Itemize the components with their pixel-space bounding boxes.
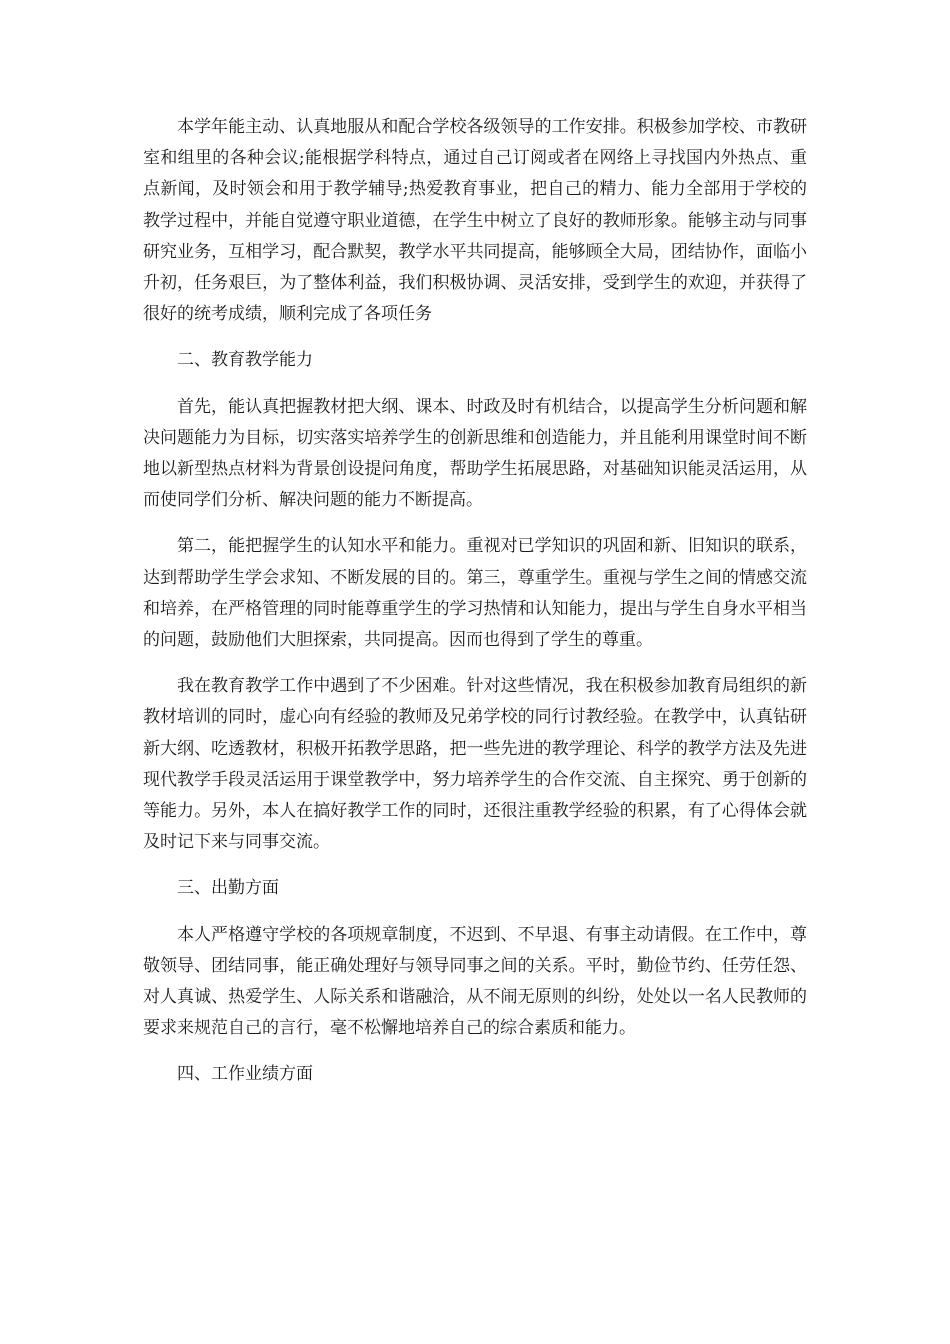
section-heading-achievements: 四、工作业绩方面: [177, 1064, 313, 1085]
section-heading-attendance: 三、出勤方面: [177, 878, 279, 899]
paragraph-work-attitude: 本学年能主动、认真地服从和配合学校各级领导的工作安排。积极参加学校、市教研室和组里的各种会议;能根据学科特点，通过自己订阅或者在网络上寻找国内外热点、重点新闻，及时领会和用于教学辅导;热爱教育事业，把自己的精力、能力全部用于学校的教学过程中，并能自觉遵守职业道德，在学生中树立了良好的教师形象。能够主动与同事研究业务，互相学习，配合默契，教学水平共同提高，能够顾全大局，团结协作，面临小升初，任务艰巨，为了整体利益，我们积极协调、灵活安排，受到学生的欢迎，并获得了很好的统考成绩，顺利完成了各项任务: [143, 117, 807, 325]
section-heading-teaching-ability: 二、教育教学能力: [177, 350, 313, 371]
document-body: [143, 112, 807, 1106]
paragraph-teaching-first: 首先，能认真把握教材把大纲、课本、时政及时有机结合，以提高学生分析问题和解决问题能力为目标，切实落实培养学生的创新思维和创造能力，并且能利用课堂时间不断地以新型热点材料为背景创设提问角度，帮助学生拓展思路，对基础知识能灵活运用，从而使同学们分析、解决问题的能力不断提高。: [143, 396, 807, 511]
paragraph-teaching-difficulties: 我在教育教学工作中遇到了不少困难。针对这些情况，我在积极参加教育局组织的新教材培训的同时，虚心向有经验的教师及兄弟学校的同行讨教经验。在教学中，认真钻研新大纲、吃透教材，积极开拓教学思路，把一些先进的教学理论、科学的教学方法及先进现代教学手段灵活运用于课堂教学中，努力培养学生的合作交流、自主探究、勇于创新的等能力。另外，本人在搞好教学工作的同时，还很注重教学经验的积累，有了心得体会就及时记下来与同事交流。: [143, 676, 807, 853]
paragraph-attendance: 本人严格遵守学校的各项规章制度，不迟到、不早退、有事主动请假。在工作中，尊敬领导、团结同事，能正确处理好与领导同事之间的关系。平时，勤俭节约、任劳任怨、对人真诚、热爱学生、人际关系和谐融洽，从不闹无原则的纠纷，处处以一名人民教师的要求来规范自己的言行，毫不松懈地培养自己的综合素质和能力。: [143, 924, 807, 1039]
paragraph-teaching-second: 第二，能把握学生的认知水平和能力。重视对已学知识的巩固和新、旧知识的联系，达到帮助学生学会求知、不断发展的目的。第三，尊重学生。重视与学生之间的情感交流和培养，在严格管理的同时能尊重学生的学习热情和认知能力，提出与学生自身水平相当的问题，鼓励他们大胆探索，共同提高。因而也得到了学生的尊重。: [143, 536, 807, 651]
